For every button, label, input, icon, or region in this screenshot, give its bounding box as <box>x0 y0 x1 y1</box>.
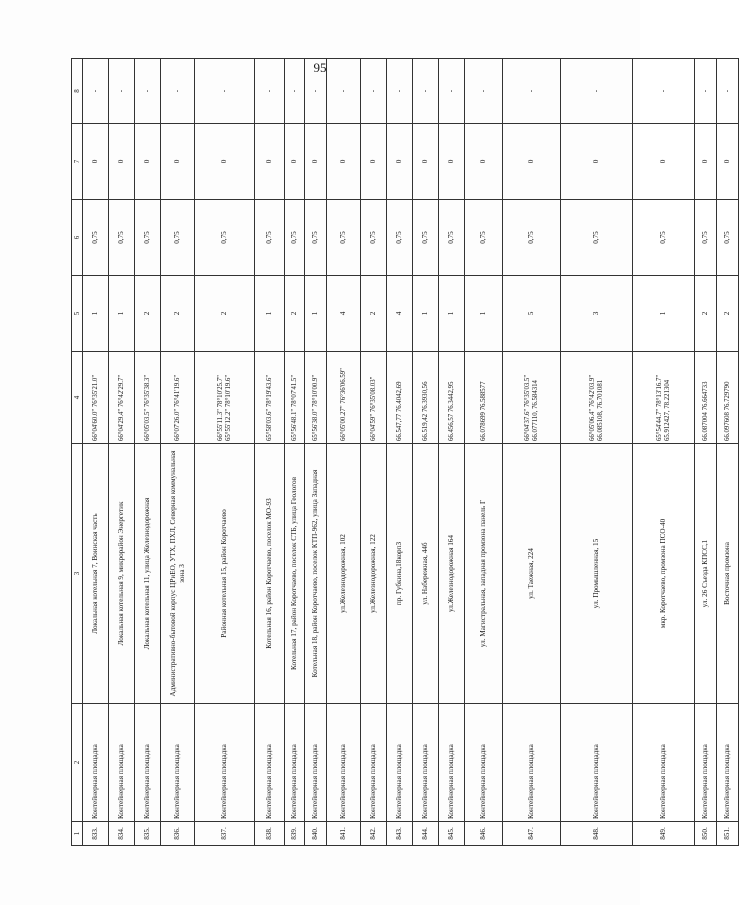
col8-value: - <box>633 59 695 124</box>
site-type: Контейнерная площадка <box>109 704 135 822</box>
container-volume: 0,75 <box>387 200 413 276</box>
row-number: 848. <box>561 822 633 846</box>
site-coordinates: 66°05'06.4" 76°42'03.9" 66.085108, 76.701081 <box>561 352 633 444</box>
col7-value: 0 <box>305 124 327 200</box>
row-number: 836. <box>161 822 195 846</box>
site-coordinates: 66°04'59" 76°35'08.03" <box>361 352 387 444</box>
container-volume: 0,75 <box>255 200 285 276</box>
site-type: Контейнерная площадка <box>285 704 305 822</box>
row-number: 837. <box>195 822 255 846</box>
col-header: 4 <box>72 352 83 444</box>
table-row <box>561 59 633 846</box>
table-row <box>361 59 387 846</box>
col7-value: 0 <box>633 124 695 200</box>
site-address: Локальная котельная 9, микрорайон Энергетик <box>109 444 135 704</box>
col8-value: - <box>255 59 285 124</box>
site-type: Контейнерная площадка <box>717 704 739 822</box>
col7-value: 0 <box>285 124 305 200</box>
row-number: 839. <box>285 822 305 846</box>
col8-value: - <box>465 59 503 124</box>
container-volume: 0,75 <box>503 200 561 276</box>
site-address: пр. Губкина,18корп3 <box>387 444 413 704</box>
table-row <box>465 59 503 846</box>
site-coordinates: 66.547,77 76.4042,69 <box>387 352 413 444</box>
site-address: Локальная котельная 11, улица Железнодорожная <box>135 444 161 704</box>
row-number: 846. <box>465 822 503 846</box>
container-volume: 0,75 <box>561 200 633 276</box>
table-row <box>327 59 361 846</box>
site-coordinates: 66.087004 76.664733 <box>695 352 717 444</box>
col7-value: 0 <box>135 124 161 200</box>
col7-value: 0 <box>439 124 465 200</box>
col7-value: 0 <box>109 124 135 200</box>
site-type: Контейнерная площадка <box>413 704 439 822</box>
container-count: 2 <box>285 276 305 352</box>
site-coordinates: 66.097608 76.729790 <box>717 352 739 444</box>
row-number: 845. <box>439 822 465 846</box>
site-type: Контейнерная площадка <box>255 704 285 822</box>
site-type: Контейнерная площадка <box>327 704 361 822</box>
container-count: 1 <box>83 276 109 352</box>
site-type: Контейнерная площадка <box>305 704 327 822</box>
col7-value: 0 <box>327 124 361 200</box>
site-address: Котельная 16, район Коротчаево, поселок МО-93 <box>255 444 285 704</box>
table-row <box>387 59 413 846</box>
container-volume: 0,75 <box>161 200 195 276</box>
site-type: Контейнерная площадка <box>361 704 387 822</box>
site-type: Контейнерная площадка <box>503 704 561 822</box>
col7-value: 0 <box>503 124 561 200</box>
site-address: мкр. Коротчаево, промзона ПСО-40 <box>633 444 695 704</box>
container-count: 2 <box>361 276 387 352</box>
site-address: ул.Железнодорожная 164 <box>439 444 465 704</box>
col-header: 8 <box>72 59 83 124</box>
table-row <box>633 59 695 846</box>
table-row <box>83 59 109 846</box>
site-coordinates: 66°04'37.6" 76°35'03.5" 66.077110, 76.584314 <box>503 352 561 444</box>
col8-value: - <box>195 59 255 124</box>
site-address: ул. Набережная, 44б <box>413 444 439 704</box>
container-volume: 0,75 <box>135 200 161 276</box>
site-coordinates: 66.078699 76.588577 <box>465 352 503 444</box>
container-count: 3 <box>561 276 633 352</box>
container-volume: 0,75 <box>327 200 361 276</box>
row-number: 834. <box>109 822 135 846</box>
row-number: 835. <box>135 822 161 846</box>
site-address: ул. Таежная, 224 <box>503 444 561 704</box>
col7-value: 0 <box>387 124 413 200</box>
col7-value: 0 <box>161 124 195 200</box>
container-count: 5 <box>503 276 561 352</box>
header-row <box>72 59 83 846</box>
page-number: 95 <box>313 60 327 75</box>
col7-value: 0 <box>465 124 503 200</box>
col-header: 5 <box>72 276 83 352</box>
site-type: Контейнерная площадка <box>561 704 633 822</box>
container-count: 2 <box>717 276 739 352</box>
container-volume: 0,75 <box>717 200 739 276</box>
site-coordinates: 66°05'00.27" 76°36'06.59" <box>327 352 361 444</box>
register-table <box>71 58 739 846</box>
col7-value: 0 <box>195 124 255 200</box>
site-coordinates: 65°54'44.7" 78°13'16.7" 65.912427, 78.221304 <box>633 352 695 444</box>
col8-value: - <box>413 59 439 124</box>
site-type: Контейнерная площадка <box>465 704 503 822</box>
col-header: 6 <box>72 200 83 276</box>
site-address: Районная котельная 15, район Коротчаево <box>195 444 255 704</box>
col7-value: 0 <box>255 124 285 200</box>
site-type: Контейнерная площадка <box>195 704 255 822</box>
container-count: 2 <box>695 276 717 352</box>
container-count: 1 <box>255 276 285 352</box>
row-number: 844. <box>413 822 439 846</box>
site-coordinates: 66°07'26.0" 76°41'19.6" <box>161 352 195 444</box>
container-count: 1 <box>109 276 135 352</box>
col-header: 3 <box>72 444 83 704</box>
site-type: Контейнерная площадка <box>83 704 109 822</box>
col7-value: 0 <box>361 124 387 200</box>
row-number: 842. <box>361 822 387 846</box>
container-count: 1 <box>439 276 465 352</box>
rotated-table-area <box>71 59 732 846</box>
site-type: Контейнерная площадка <box>695 704 717 822</box>
container-count: 1 <box>305 276 327 352</box>
container-count: 2 <box>161 276 195 352</box>
col8-value: - <box>305 59 327 124</box>
col8-value: - <box>439 59 465 124</box>
row-number: 850. <box>695 822 717 846</box>
table-row <box>439 59 465 846</box>
col7-value: 0 <box>413 124 439 200</box>
col8-value: - <box>387 59 413 124</box>
col8-value: - <box>695 59 717 124</box>
site-address: Восточная промзона <box>717 444 739 704</box>
site-coordinates: 66°04'29.4" 76°42'29.7" <box>109 352 135 444</box>
col-header: 2 <box>72 704 83 822</box>
container-volume: 0,75 <box>465 200 503 276</box>
site-coordinates: 66°55'11.3" 78°10'25.7" 65°55'12.2" 78°10'19.6" <box>195 352 255 444</box>
col8-value: - <box>135 59 161 124</box>
site-type: Контейнерная площадка <box>633 704 695 822</box>
site-address: ул. Магистральная, западная промзона панель Г <box>465 444 503 704</box>
site-coordinates: 66.519,42 76.3930,56 <box>413 352 439 444</box>
col8-value: - <box>83 59 109 124</box>
site-address: ул. 26 Съезда КПСС,1 <box>695 444 717 704</box>
container-count: 1 <box>633 276 695 352</box>
table-row <box>305 59 327 846</box>
table-row <box>503 59 561 846</box>
site-address: ул. Промышленная, 15 <box>561 444 633 704</box>
container-volume: 0,75 <box>633 200 695 276</box>
container-count: 4 <box>387 276 413 352</box>
table-row <box>285 59 305 846</box>
container-count: 1 <box>465 276 503 352</box>
container-volume: 0,75 <box>439 200 465 276</box>
site-coordinates: 66°05'03.5" 76°35'38.3" <box>135 352 161 444</box>
col8-value: - <box>161 59 195 124</box>
row-number: 838. <box>255 822 285 846</box>
container-volume: 0,75 <box>83 200 109 276</box>
container-volume: 0,75 <box>285 200 305 276</box>
container-count: 1 <box>413 276 439 352</box>
col-header: 1 <box>72 822 83 846</box>
col8-value: - <box>361 59 387 124</box>
site-type: Контейнерная площадка <box>387 704 413 822</box>
table-row <box>255 59 285 846</box>
col8-value: - <box>109 59 135 124</box>
table-row <box>109 59 135 846</box>
site-coordinates: 65°56'48.1" 78°07'41.5" <box>285 352 305 444</box>
register-table-wrapper <box>71 59 732 846</box>
col7-value: 0 <box>695 124 717 200</box>
container-count: 4 <box>327 276 361 352</box>
site-coordinates: 66°04'60.0" 76°35'21.0" <box>83 352 109 444</box>
col-header: 7 <box>72 124 83 200</box>
site-address: ул.Железнодорожная, 102 <box>327 444 361 704</box>
row-number: 849. <box>633 822 695 846</box>
row-number: 851. <box>717 822 739 846</box>
container-volume: 0,75 <box>695 200 717 276</box>
container-volume: 0,75 <box>305 200 327 276</box>
container-volume: 0,75 <box>195 200 255 276</box>
row-number: 833. <box>83 822 109 846</box>
table-row <box>717 59 739 846</box>
col8-value: - <box>561 59 633 124</box>
site-type: Контейнерная площадка <box>135 704 161 822</box>
site-address: Административно-бытовой корпус ЦРиЕО, УТХ, ПХЛ, Северная коммунальная зона 3 <box>161 444 195 704</box>
container-count: 2 <box>195 276 255 352</box>
col8-value: - <box>717 59 739 124</box>
container-volume: 0,75 <box>413 200 439 276</box>
site-address: ул.Железнодорожная, 122 <box>361 444 387 704</box>
container-volume: 0,75 <box>361 200 387 276</box>
row-number: 847. <box>503 822 561 846</box>
col8-value: - <box>503 59 561 124</box>
table-row <box>695 59 717 846</box>
table-row <box>195 59 255 846</box>
row-number: 843. <box>387 822 413 846</box>
site-type: Контейнерная площадка <box>161 704 195 822</box>
site-address: Котельная 18, район Коротчаево, поселок КТП-962, улица Западная <box>305 444 327 704</box>
site-coordinates: 65°56'38.0" 78°10'00.9" <box>305 352 327 444</box>
table-row <box>161 59 195 846</box>
table-row <box>413 59 439 846</box>
site-type: Контейнерная площадка <box>439 704 465 822</box>
row-number: 840. <box>305 822 327 846</box>
container-count: 2 <box>135 276 161 352</box>
col7-value: 0 <box>83 124 109 200</box>
col8-value: - <box>285 59 305 124</box>
site-coordinates: 66.456,57 76.3442,95 <box>439 352 465 444</box>
site-address: Котельная 17, район Коротчаево, поселок СТБ, улица Геологов <box>285 444 305 704</box>
col8-value: - <box>327 59 361 124</box>
site-address: Локальная котельная 7, Воинская часть <box>83 444 109 704</box>
table-row <box>135 59 161 846</box>
container-volume: 0,75 <box>109 200 135 276</box>
col7-value: 0 <box>717 124 739 200</box>
site-coordinates: 65°58'03.6" 78°19'43.6" <box>255 352 285 444</box>
row-number: 841. <box>327 822 361 846</box>
col7-value: 0 <box>561 124 633 200</box>
